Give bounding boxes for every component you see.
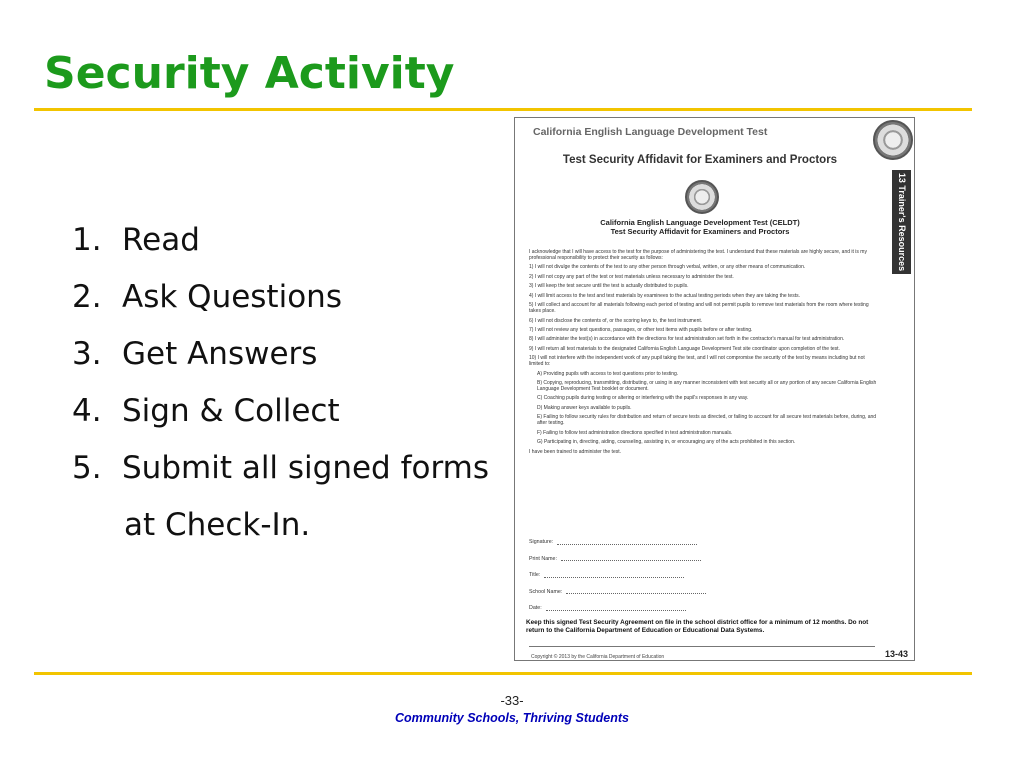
document-paragraph: I have been trained to administer the test. [529, 448, 621, 455]
document-center-title [515, 218, 885, 236]
document-paragraph: 4) I will limit access to the test and test materials by examinees to the actual testing periods when they are taking the tests. [529, 292, 800, 299]
document-sub-item: G) Participating in, directing, aiding, counseling, assisting in, or encouraging any of the acts prohibited in this section. [537, 439, 796, 446]
step-item [72, 336, 489, 393]
document-header: California English Language Development Test [533, 126, 768, 138]
step-continuation: at Check-In. [124, 507, 311, 543]
document-paragraph: 9) I will return all test materials to the designated California English Language Development Test site coordinator upon completion of the test. [529, 345, 840, 352]
step-number: 3. [72, 336, 102, 372]
footer-tagline: Community Schools, Thriving Students [394, 711, 630, 725]
top-divider [34, 108, 972, 111]
document-paragraph: 10) I will not interfere with the independent work of any pupil taking the test, and I will not compromise the security of the test by means including but not limited to: [529, 355, 865, 368]
form-field-signature [529, 534, 879, 551]
form-field-school-name [529, 584, 879, 601]
field-line [546, 606, 686, 611]
slide-page-number: -33- [500, 693, 524, 708]
document-sub-item: C) Coaching pupils during testing or altering or interfering with the pupil's responses in any way. [537, 395, 749, 402]
field-label: Date: [529, 605, 542, 612]
state-seal-icon [685, 180, 719, 214]
step-item [72, 222, 489, 279]
step-text: Get Answers [122, 336, 318, 372]
side-tab-label: 13 Trainer's Resources [896, 172, 907, 272]
document-sub-item: D) Making answer keys available to pupils. [537, 404, 632, 411]
step-item [72, 279, 489, 336]
document-body [529, 249, 879, 458]
document-paragraph: 7) I will not review any test questions, passages, or other test items with pupils before or after testing. [529, 326, 753, 333]
document-heading: Test Security Affidavit for Examiners and Proctors [562, 154, 838, 166]
field-label: Signature: [529, 539, 554, 546]
form-field-title [529, 567, 879, 584]
retention-notice: Keep this signed Test Security Agreement on file in the school district office for a minimum of 12 months. Do not return to the California Department of Education or Educational Data Systems. [526, 619, 869, 634]
field-label: School Name: [529, 588, 563, 595]
document-paragraph: 3) I will keep the test secure until the test is actually distributed to pupils. [529, 283, 689, 290]
center-title-line: California English Language Development Test (CELDT) [600, 218, 800, 227]
field-line [566, 589, 706, 594]
signature-fields [529, 534, 879, 617]
document-paragraph: 2) I will not copy any part of the test or test materials unless necessary to administer the test. [529, 273, 734, 280]
affidavit-document-image [514, 117, 915, 661]
step-text: Ask Questions [122, 279, 342, 315]
step-text: Sign & Collect [122, 393, 340, 429]
field-label: Title: [529, 572, 541, 579]
step-number: 1. [72, 222, 102, 258]
step-text: Read [122, 222, 200, 258]
field-line [544, 573, 684, 578]
steps-list [72, 222, 489, 564]
document-paragraph: 5) I will collect and account for all materials following each period of testing and will not permit pupils to remove test materials from the room where testing takes place. [529, 302, 869, 315]
field-line [561, 556, 701, 561]
document-sub-item: B) Copying, reproducing, transmitting, distributing, or using in any manner inconsistent with test security all or any portion of any secure California English Language Development Test booklet or document. [537, 379, 877, 393]
document-page-number: 13-43 [885, 649, 909, 659]
bottom-divider [34, 672, 972, 675]
step-item [72, 393, 489, 450]
document-paragraph: 1) I will not divulge the contents of the test to any other person through verbal, written, or any other means of communication. [529, 264, 806, 271]
document-sub-item: E) Failing to follow security rules for distribution and return of secure tests as directed, or failing to account for all secure test materials before, during, and after testing. [537, 414, 877, 427]
step-text: Submit all signed forms [122, 450, 490, 486]
footer-divider [529, 646, 875, 647]
field-label: Print Name: [529, 555, 557, 562]
step-number: 4. [72, 393, 102, 429]
step-number: 5. [72, 450, 102, 486]
form-field-print-name [529, 551, 879, 568]
document-sub-item: A) Providing pupils with access to test questions prior to testing. [537, 370, 679, 377]
document-sub-item: F) Failing to follow test administration directions specified in test administration manuals. [537, 429, 733, 436]
step-number: 2. [72, 279, 102, 315]
document-paragraph: 8) I will administer the test(s) in accordance with the directions for test administration set forth in the contractor's manual for test administration. [529, 336, 845, 343]
center-title-line: Test Security Affidavit for Examiners and Proctors [610, 227, 790, 236]
document-paragraph: 6) I will not disclose the contents of, or the scoring keys to, the test instrument. [529, 317, 703, 324]
field-line [557, 540, 697, 545]
form-field-date [529, 600, 879, 617]
section-side-tab [892, 170, 911, 274]
slide-title: Security Activity [44, 48, 455, 99]
step-item [72, 450, 489, 507]
document-paragraph: I acknowledge that I will have access to the test for the purpose of administering the test. I understand that these materials are highly secure, and it is my professional responsibility to protect their security as follows: [529, 249, 867, 262]
document-copyright: Copyright © 2013 by the California Department of Education [531, 654, 665, 660]
